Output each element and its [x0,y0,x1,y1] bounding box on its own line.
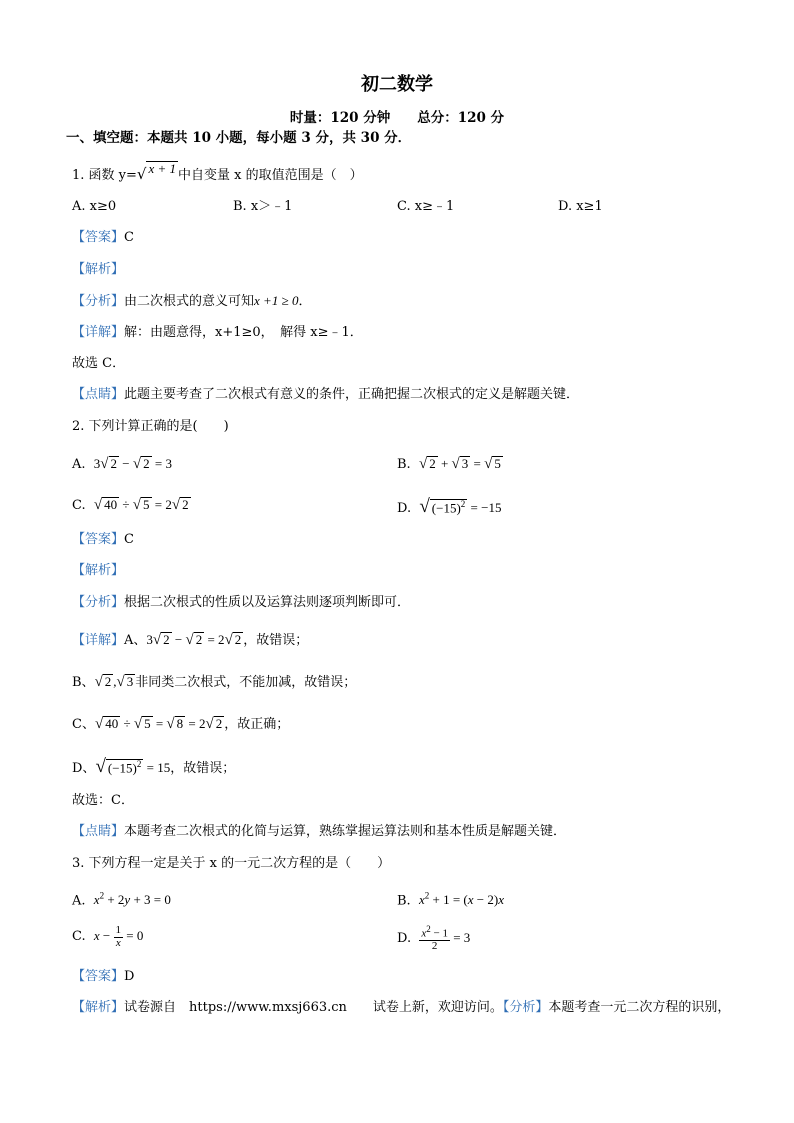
exam-meta: 时量：120 分钟 总分：120 分 [289,110,505,126]
q3-option-a: A. $x^2 + 2y + 3 = 0$ [72,891,171,909]
q2-answer: 【答案】C [72,532,134,547]
q1-fenxi: 【分析】由二次根式的意义可知x +1 ≥ 0． [72,293,312,309]
q1-stem: 1. 函数 y=√ x + 1 中自变量 x 的取值范围是（ ） [72,161,363,183]
q2-xiangjie-a: 【详解】A、3√ 2 − √ 2 = 2√ 2 ，故错误； [72,632,309,648]
q3-jiexi: 【解析】试卷源自 https://www.mxsj663.cn 试卷上新，欢迎访问。【分析】本题考查一元二次方程的识别， [72,1000,731,1015]
q2-option-a: A. 3√ 2 − √ 2 = 3 [72,456,172,472]
page-title: 初二数学 [361,74,433,95]
q2-xiangjie-d: D、√ $(-15)^2 = 15$，故错误； [72,756,236,777]
q1-jiexi: 【解析】 [72,262,125,277]
q1-option-b: B. x＞﹣1 [233,199,293,214]
q1-option-a: A. x≥0 [72,199,117,214]
q2-xiangjie-c: C、√ 40 ÷ √ 5 = √ 8 = 2√ 2 ，故正确； [72,716,290,732]
q3-answer: 【答案】D [72,969,135,984]
q3-stem: 3. 下列方程一定是关于 x 的一元二次方程的是（ ） [72,856,391,871]
q1-dianjing: 【点睛】此题主要考查了二次根式有意义的条件，正确把握二次根式的定义是解题关键． [72,387,580,402]
q2-dianjing: 【点睛】本题考查二次根式的化简与运算，熟练掌握运算法则和基本性质是解题关键． [72,824,567,839]
q1-option-d: D. x≥1 [558,199,603,214]
q2-jiexi: 【解析】 [72,563,125,578]
q2-option-b: B. √ 2 + √ 3 = √ 5 [397,456,501,472]
q2-guxuan: 故选：C． [72,793,134,808]
q2-option-d: D. √ $(-15)^2 = -15$ [397,496,502,517]
q1-guxuan: 故选 C． [72,356,126,371]
q3-option-c: C. x − $\frac{1}{x}$ = 0 [72,924,144,949]
q1-option-c: C. x≥﹣1 [397,199,455,214]
section-heading: 一、填空题：本题共 10 小题，每小题 3 分，共 30 分． [66,130,412,146]
q2-xiangjie-b: B、√ 2 ,√ 3 非同类二次根式，不能加减，故错误； [72,674,357,690]
q1-xiangjie: 【详解】解：由题意得，x+1≥0， 解得 x≥﹣1． [72,325,363,340]
q2-stem: 2. 下列计算正确的是( ) [72,419,229,434]
q3-option-b: B. $x^2 + 1 = (x - 2)x$ [397,891,504,909]
q3-option-d: D. $\frac{x^2 - 1}{2}$ = 3 [397,924,471,953]
q2-option-c: C. √ 40 ÷ √ 5 = 2√ 2 [72,497,189,513]
q2-fenxi: 【分析】根据二次根式的性质以及运算法则逐项判断即可． [72,595,411,610]
q1-answer: 【答案】C [72,230,134,245]
